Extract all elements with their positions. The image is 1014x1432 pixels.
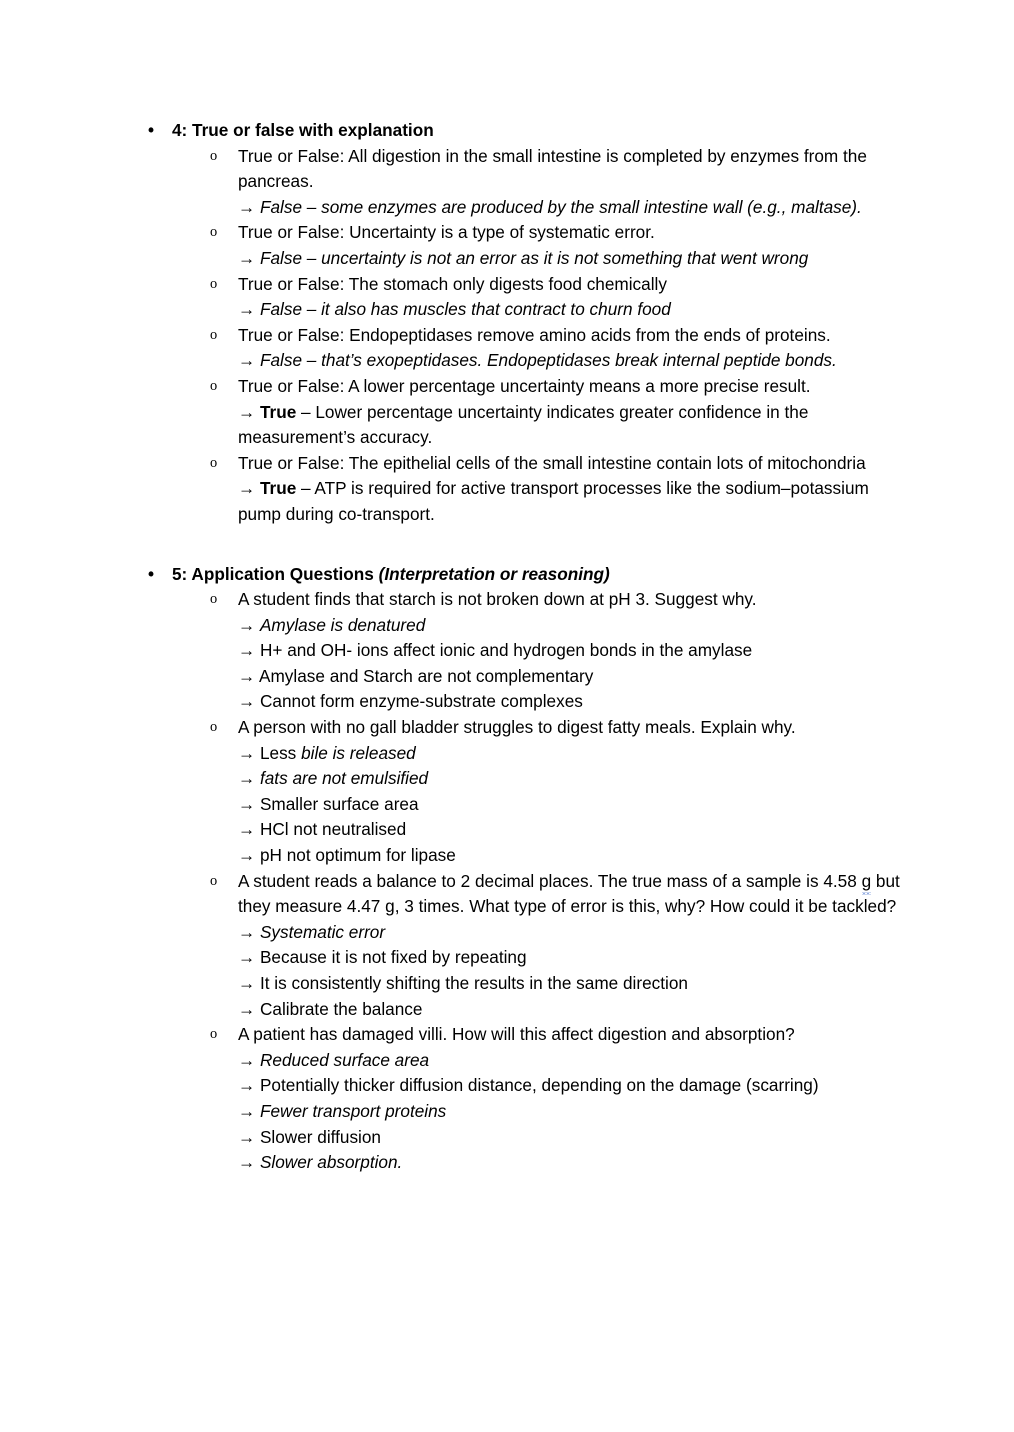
answer-verdict: False xyxy=(259,247,302,268)
answer-point-text: Because it is not fixed by repeating xyxy=(259,947,527,968)
answer-line xyxy=(238,195,906,221)
arrow-icon: → xyxy=(238,247,260,268)
arrow-icon: → xyxy=(238,998,260,1019)
arrow-icon: → xyxy=(238,845,260,866)
arrow-icon: → xyxy=(238,768,260,789)
answer-point xyxy=(238,1099,906,1125)
answer-line xyxy=(238,246,906,272)
arrow-icon: → xyxy=(238,614,260,635)
spellcheck-flagged-word[interactable]: g xyxy=(862,869,872,895)
bullet-circle-icon: o xyxy=(210,377,218,394)
question-item xyxy=(140,451,906,528)
arrow-icon: → xyxy=(238,640,260,661)
answer-point-text: It is consistently shifting the results in the same direction xyxy=(259,973,688,993)
answer-point-text: HCl not neutralised xyxy=(259,819,407,840)
arrow-icon: → xyxy=(238,973,260,993)
answer-point xyxy=(238,689,906,715)
question-item xyxy=(140,144,906,221)
answer-point-text: Fewer transport proteins xyxy=(259,1100,447,1121)
answer-point-text: bile is released xyxy=(301,742,416,763)
answer-point xyxy=(238,1150,906,1176)
bullet-circle-icon: o xyxy=(210,1026,218,1043)
bullet-circle-icon: o xyxy=(210,872,218,889)
question-text-run: A person with no gall bladder struggles to digest fatty meals. Explain why. xyxy=(238,717,796,738)
arrow-icon: → xyxy=(238,1126,260,1147)
answer-point xyxy=(238,945,906,971)
answer-explanation: – that’s exopeptidases. Endopeptidases break internal peptide bonds. xyxy=(302,350,837,371)
arrow-icon: → xyxy=(238,691,260,712)
section-heading-label: 5: Application Questions xyxy=(172,563,379,584)
arrow-icon: → xyxy=(238,1100,260,1121)
question-text xyxy=(238,374,906,400)
arrow-icon: → xyxy=(238,1075,260,1096)
bullet-circle-icon: o xyxy=(210,454,218,471)
question-text xyxy=(238,715,906,741)
answer-point-text: Cannot form enzyme-substrate complexes xyxy=(259,691,583,712)
question-item xyxy=(140,374,906,451)
answer-point-lead: Less xyxy=(259,742,302,763)
arrow-icon: → xyxy=(238,299,260,320)
answer-point-text: Potentially thicker diffusion distance, depending on the damage (scarring) xyxy=(259,1075,819,1096)
bullet-circle-icon: o xyxy=(210,326,218,343)
answer-point xyxy=(238,920,906,946)
bullet-circle-icon: o xyxy=(210,591,218,608)
answer-explanation: – ATP is required for active transport processes like the sodium–potassium pump during co-transport. xyxy=(238,478,869,524)
answer-point-text: Slower diffusion xyxy=(259,1126,381,1147)
arrow-icon: → xyxy=(238,947,260,968)
answer-point xyxy=(238,741,906,767)
answer-line xyxy=(238,297,906,323)
answer-explanation: – Lower percentage uncertainty indicates greater confidence in the measurement’s accuracy. xyxy=(238,401,809,448)
answer-explanation: – it also has muscles that contract to churn food xyxy=(302,299,671,320)
answer-point xyxy=(238,1073,906,1099)
bullet-circle-icon: o xyxy=(210,719,218,736)
arrow-icon: → xyxy=(238,1049,260,1070)
question-text xyxy=(238,869,906,920)
notes-section xyxy=(140,562,906,1176)
answer-point xyxy=(238,1048,906,1074)
question-text xyxy=(238,144,906,195)
answer-point-text: Amylase is denatured xyxy=(259,614,426,635)
bullet-disc-icon: • xyxy=(148,120,155,140)
arrow-icon: → xyxy=(238,478,260,499)
arrow-icon: → xyxy=(238,819,260,840)
answer-line xyxy=(238,348,906,374)
answer-verdict: False xyxy=(259,196,302,217)
question-item xyxy=(140,715,906,869)
answer-point xyxy=(238,971,906,997)
answer-point-text: Calibrate the balance xyxy=(259,998,423,1019)
arrow-icon: → xyxy=(238,401,260,422)
bullet-disc-icon: • xyxy=(148,563,155,584)
arrow-icon: → xyxy=(238,742,260,763)
arrow-icon: → xyxy=(238,793,260,814)
question-list xyxy=(140,587,906,1176)
section-heading xyxy=(140,118,906,144)
bullet-circle-icon: o xyxy=(210,224,218,241)
question-text xyxy=(238,272,906,298)
notes-section xyxy=(140,118,906,528)
question-item xyxy=(140,323,906,374)
answer-line xyxy=(238,476,906,527)
bullet-circle-icon: o xyxy=(210,275,218,292)
question-text-run: A patient has damaged villi. How will this affect digestion and absorption? xyxy=(238,1024,795,1045)
answer-verdict: True xyxy=(259,478,297,499)
answer-explanation: – uncertainty is not an error as it is not something that went wrong xyxy=(302,247,809,268)
question-text-run: True or False: Uncertainty is a type of systematic error. xyxy=(238,222,655,243)
question-text-run: True or False: Endopeptidases remove amino acids from the ends of proteins. xyxy=(238,324,831,345)
answer-point-text: fats are not emulsified xyxy=(259,768,429,789)
question-text-run: A student reads a balance to 2 decimal places. The true mass of a sample is 4.58 xyxy=(238,870,862,891)
answer-point-text: Smaller surface area xyxy=(259,793,419,814)
question-text-run: True or False: A lower percentage uncertainty means a more precise result. xyxy=(238,375,811,396)
answer-verdict: False xyxy=(259,350,302,371)
question-text xyxy=(238,451,906,477)
answer-point xyxy=(238,792,906,818)
question-text-run: but they measure 4.47 g, 3 times. What type of error is this, why? How could it be tackled? xyxy=(238,870,900,917)
answer-point-text: Reduced surface area xyxy=(259,1049,430,1070)
notes-body xyxy=(140,118,906,1176)
answer-verdict: True xyxy=(259,401,297,422)
section-heading-label: 4: True or false with explanation xyxy=(172,120,434,140)
section-heading xyxy=(140,562,906,588)
question-text-run: True or False: All digestion in the small intestine is completed by enzymes from the pancreas. xyxy=(238,145,867,192)
answer-point-text: Systematic error xyxy=(259,921,386,942)
answer-point xyxy=(238,1125,906,1151)
question-text-run: A student finds that starch is not broken down at pH 3. Suggest why. xyxy=(238,589,757,610)
answer-verdict: False xyxy=(259,299,302,320)
answer-point-text: pH not optimum for lipase xyxy=(259,845,456,866)
question-text-run: True or False: The stomach only digests food chemically xyxy=(238,273,667,294)
question-item xyxy=(140,587,906,715)
question-item xyxy=(140,1022,906,1176)
arrow-icon: → xyxy=(238,1152,260,1173)
question-text xyxy=(238,220,906,246)
arrow-icon: → xyxy=(238,196,260,217)
bullet-circle-icon: o xyxy=(210,147,218,164)
question-text-run: True or False: The epithelial cells of the small intestine contain lots of mitochondria xyxy=(238,452,866,473)
section-heading-subtitle: (Interpretation or reasoning) xyxy=(378,563,610,584)
answer-point xyxy=(238,664,906,690)
answer-point xyxy=(238,817,906,843)
answer-point xyxy=(238,613,906,639)
question-item xyxy=(140,220,906,271)
question-item xyxy=(140,272,906,323)
question-text xyxy=(238,1022,906,1048)
answer-line xyxy=(238,400,906,451)
arrow-icon: → xyxy=(238,921,260,942)
answer-explanation: – some enzymes are produced by the small intestine wall (e.g., maltase). xyxy=(302,196,862,217)
answer-point-text: Amylase and Starch are not complementary xyxy=(259,665,594,686)
answer-point xyxy=(238,843,906,869)
question-list xyxy=(140,144,906,528)
question-item xyxy=(140,869,906,1023)
arrow-icon: → xyxy=(238,665,260,686)
question-text xyxy=(238,587,906,613)
answer-point-text: Slower absorption. xyxy=(259,1152,403,1173)
answer-point xyxy=(238,766,906,792)
question-text xyxy=(238,323,906,349)
answer-point-text: H+ and OH- ions affect ionic and hydrogen bonds in the amylase xyxy=(259,640,753,661)
arrow-icon: → xyxy=(238,350,260,371)
answer-point xyxy=(238,638,906,664)
answer-point xyxy=(238,997,906,1023)
